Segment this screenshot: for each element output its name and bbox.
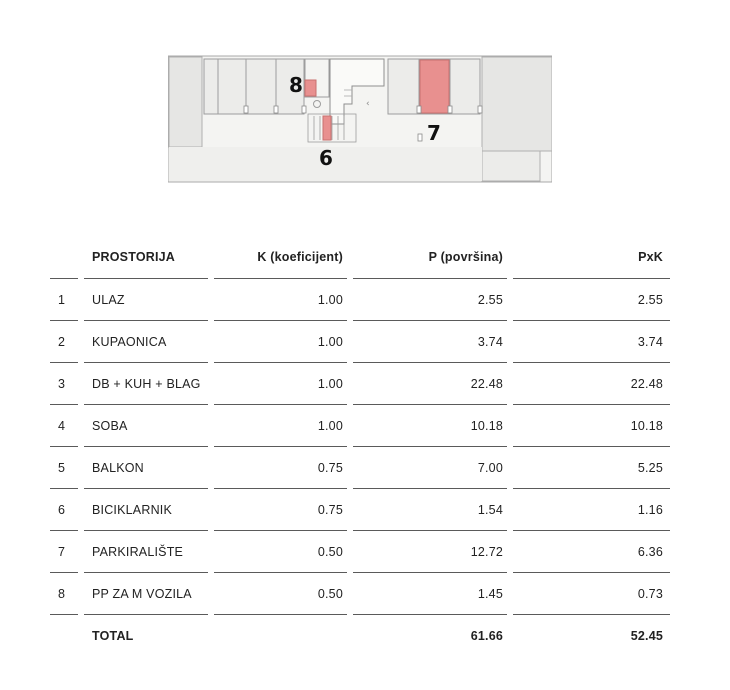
row-number: 6 bbox=[58, 502, 66, 517]
table-row bbox=[50, 405, 670, 447]
chevron-icon: ‹ bbox=[366, 99, 370, 109]
header-prostorija: PROSTORIJA bbox=[92, 250, 176, 264]
row-povrsina: 3.74 bbox=[477, 334, 503, 349]
row-prostorija: ULAZ bbox=[92, 292, 125, 307]
row-koeficijent: 0.50 bbox=[317, 544, 343, 559]
header-koeficijent: K (koeficijent) bbox=[257, 250, 343, 264]
row-povrsina: 1.45 bbox=[477, 586, 503, 601]
row-koeficijent: 0.50 bbox=[317, 586, 343, 601]
row-number: 5 bbox=[58, 460, 66, 475]
total-label: TOTAL bbox=[92, 628, 134, 643]
wall-block-right-lower bbox=[482, 151, 540, 181]
row-pxk: 22.48 bbox=[630, 376, 663, 391]
wall-block-right bbox=[482, 57, 552, 151]
row-number: 3 bbox=[58, 376, 66, 391]
room-7-highlight bbox=[420, 60, 449, 113]
table-header-row bbox=[50, 236, 670, 279]
header-pxk: PxK bbox=[638, 250, 663, 264]
room-area-table bbox=[50, 236, 670, 656]
row-povrsina: 22.48 bbox=[470, 376, 503, 391]
row-pxk: 0.73 bbox=[637, 586, 663, 601]
total-povrsina: 61.66 bbox=[470, 628, 503, 643]
row-number: 4 bbox=[58, 418, 66, 433]
row-povrsina: 10.18 bbox=[470, 418, 503, 433]
row-prostorija: BALKON bbox=[92, 460, 144, 475]
row-prostorija: SOBA bbox=[92, 418, 128, 433]
row-koeficijent: 1.00 bbox=[317, 376, 343, 391]
row-povrsina: 1.54 bbox=[477, 502, 503, 517]
row-prostorija: DB + KUH + BLAG bbox=[92, 376, 201, 391]
floor-plan-drawing bbox=[168, 54, 552, 184]
row-number: 1 bbox=[58, 292, 66, 307]
row-prostorija: KUPAONICA bbox=[92, 334, 167, 349]
table-row bbox=[50, 489, 670, 531]
table-row bbox=[50, 447, 670, 489]
floor-plan bbox=[168, 54, 552, 184]
row-number: 7 bbox=[58, 544, 66, 559]
row-pxk: 3.74 bbox=[637, 334, 663, 349]
row-number: 2 bbox=[58, 334, 66, 349]
room-8-highlight bbox=[305, 80, 316, 96]
row-pxk: 6.36 bbox=[637, 544, 663, 559]
table-row bbox=[50, 321, 670, 363]
row-koeficijent: 0.75 bbox=[317, 502, 343, 517]
table-row bbox=[50, 573, 670, 615]
total-pxk: 52.45 bbox=[630, 628, 663, 643]
row-pxk: 5.25 bbox=[637, 460, 663, 475]
room-7-label: 7 bbox=[427, 121, 441, 145]
room-6-label: 6 bbox=[319, 146, 333, 170]
table-row bbox=[50, 279, 670, 321]
room-6-highlight bbox=[323, 116, 331, 140]
row-pxk: 10.18 bbox=[630, 418, 663, 433]
header-num bbox=[58, 236, 78, 278]
header-povrsina: P (površina) bbox=[428, 250, 503, 264]
row-pxk: 2.55 bbox=[637, 292, 663, 307]
row-povrsina: 2.55 bbox=[477, 292, 503, 307]
table-total-row bbox=[50, 615, 670, 656]
row-povrsina: 7.00 bbox=[477, 460, 503, 475]
row-povrsina: 12.72 bbox=[470, 544, 503, 559]
row-number: 8 bbox=[58, 586, 66, 601]
row-koeficijent: 1.00 bbox=[317, 334, 343, 349]
row-prostorija: BICIKLARNIK bbox=[92, 502, 173, 517]
row-pxk: 1.16 bbox=[637, 502, 663, 517]
table-row bbox=[50, 363, 670, 405]
row-koeficijent: 1.00 bbox=[317, 418, 343, 433]
row-prostorija: PARKIRALIŠTE bbox=[92, 544, 184, 559]
row-prostorija: PP ZA M VOZILA bbox=[92, 586, 192, 601]
room-8-label: 8 bbox=[289, 73, 303, 97]
wall-block-left bbox=[169, 57, 202, 147]
table-row bbox=[50, 531, 670, 573]
row-koeficijent: 1.00 bbox=[317, 292, 343, 307]
row-koeficijent: 0.75 bbox=[317, 460, 343, 475]
